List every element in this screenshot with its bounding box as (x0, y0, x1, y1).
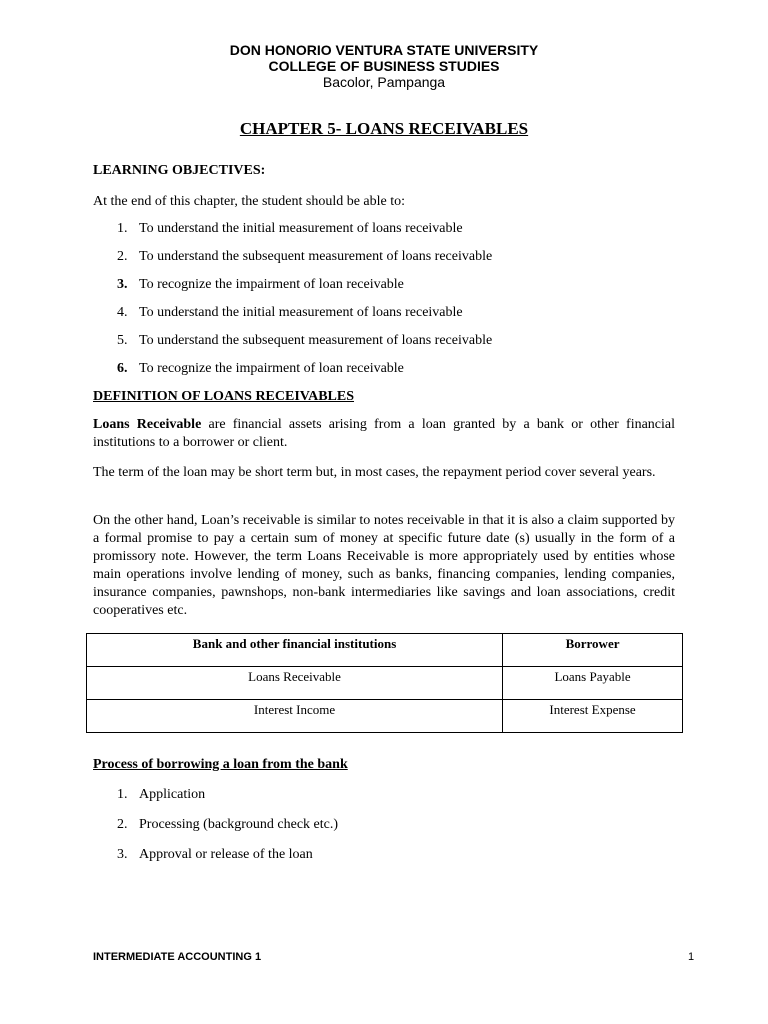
list-number: 4. (117, 305, 128, 320)
list-number: 2. (117, 817, 128, 832)
table-header-lender: Bank and other financial institutions (87, 634, 503, 667)
list-text: Application (139, 787, 206, 802)
objectives-intro: At the end of this chapter, the student should be able to: (93, 194, 406, 209)
definition-heading: DEFINITION OF LOANS RECEIVABLES (93, 389, 355, 404)
list-number: 1. (117, 787, 128, 802)
page-number: 1 (688, 951, 695, 963)
list-text: Approval or release of the loan (139, 847, 313, 862)
table-row (87, 667, 683, 700)
list-text: To recognize the impairment of loan receivable (139, 361, 404, 376)
list-text: To understand the initial measurement of loans receivable (139, 221, 463, 236)
location: Bacolor, Pampanga (322, 74, 446, 90)
list-number: 2. (117, 249, 128, 264)
list-text: To understand the subsequent measurement of loans receivable (139, 333, 493, 348)
list-text: Processing (background check etc.) (139, 817, 339, 832)
college-name: COLLEGE OF BUSINESS STUDIES (268, 58, 500, 74)
list-text: To understand the initial measurement of loans receivable (139, 305, 463, 320)
university-name: DON HONORIO VENTURA STATE UNIVERSITY (229, 42, 539, 58)
table-header-row (87, 634, 683, 667)
process-heading: Process of borrowing a loan from the bank (93, 757, 348, 772)
table-row (87, 700, 683, 733)
table-header-borrower: Borrower (503, 634, 683, 667)
table-cell: Loans Receivable (87, 667, 503, 700)
list-text: To recognize the impairment of loan receivable (139, 277, 404, 292)
list-text: To understand the subsequent measurement of loans receivable (139, 249, 493, 264)
chapter-title: CHAPTER 5- LOANS RECEIVABLES (239, 119, 529, 138)
table-cell: Interest Expense (503, 700, 683, 733)
list-number: 3. (117, 847, 128, 862)
definition-paragraph-2: The term of the loan may be short term but, in most cases, the repayment period cover several years. (93, 465, 656, 480)
table-cell: Loans Payable (503, 667, 683, 700)
definition-paragraph-3: On the other hand, Loan’s receivable is similar to notes receivable in that it is also a claim supported by a formal promise to pay a certain sum of money at specific future date (s) usually in the form of a promissory note. However, the term Loans Receivable is more appropriately used by entities whose main operations involve lending of money, such as banks, financing companies, lending companies, insurance companies, pawnshops, non-bank intermediaries like savings and loan associations, credit cooperatives etc. (93, 513, 675, 618)
definition-paragraph-1 (93, 416, 675, 452)
paragraph-text: are financial assets arising from a loan granted by a bank or other financial institutions to a borrower or client. (93, 417, 676, 450)
table-cell: Interest Income (87, 700, 503, 733)
list-number: 3. (117, 277, 128, 292)
list-number: 6. (117, 361, 128, 376)
list-number: 1. (117, 221, 128, 236)
footer-course: INTERMEDIATE ACCOUNTING 1 (93, 951, 262, 963)
objectives-heading: LEARNING OBJECTIVES: (93, 163, 266, 178)
accounts-table (86, 633, 683, 733)
list-number: 5. (117, 333, 128, 348)
term-loans-receivable: Loans Receivable (93, 417, 202, 432)
